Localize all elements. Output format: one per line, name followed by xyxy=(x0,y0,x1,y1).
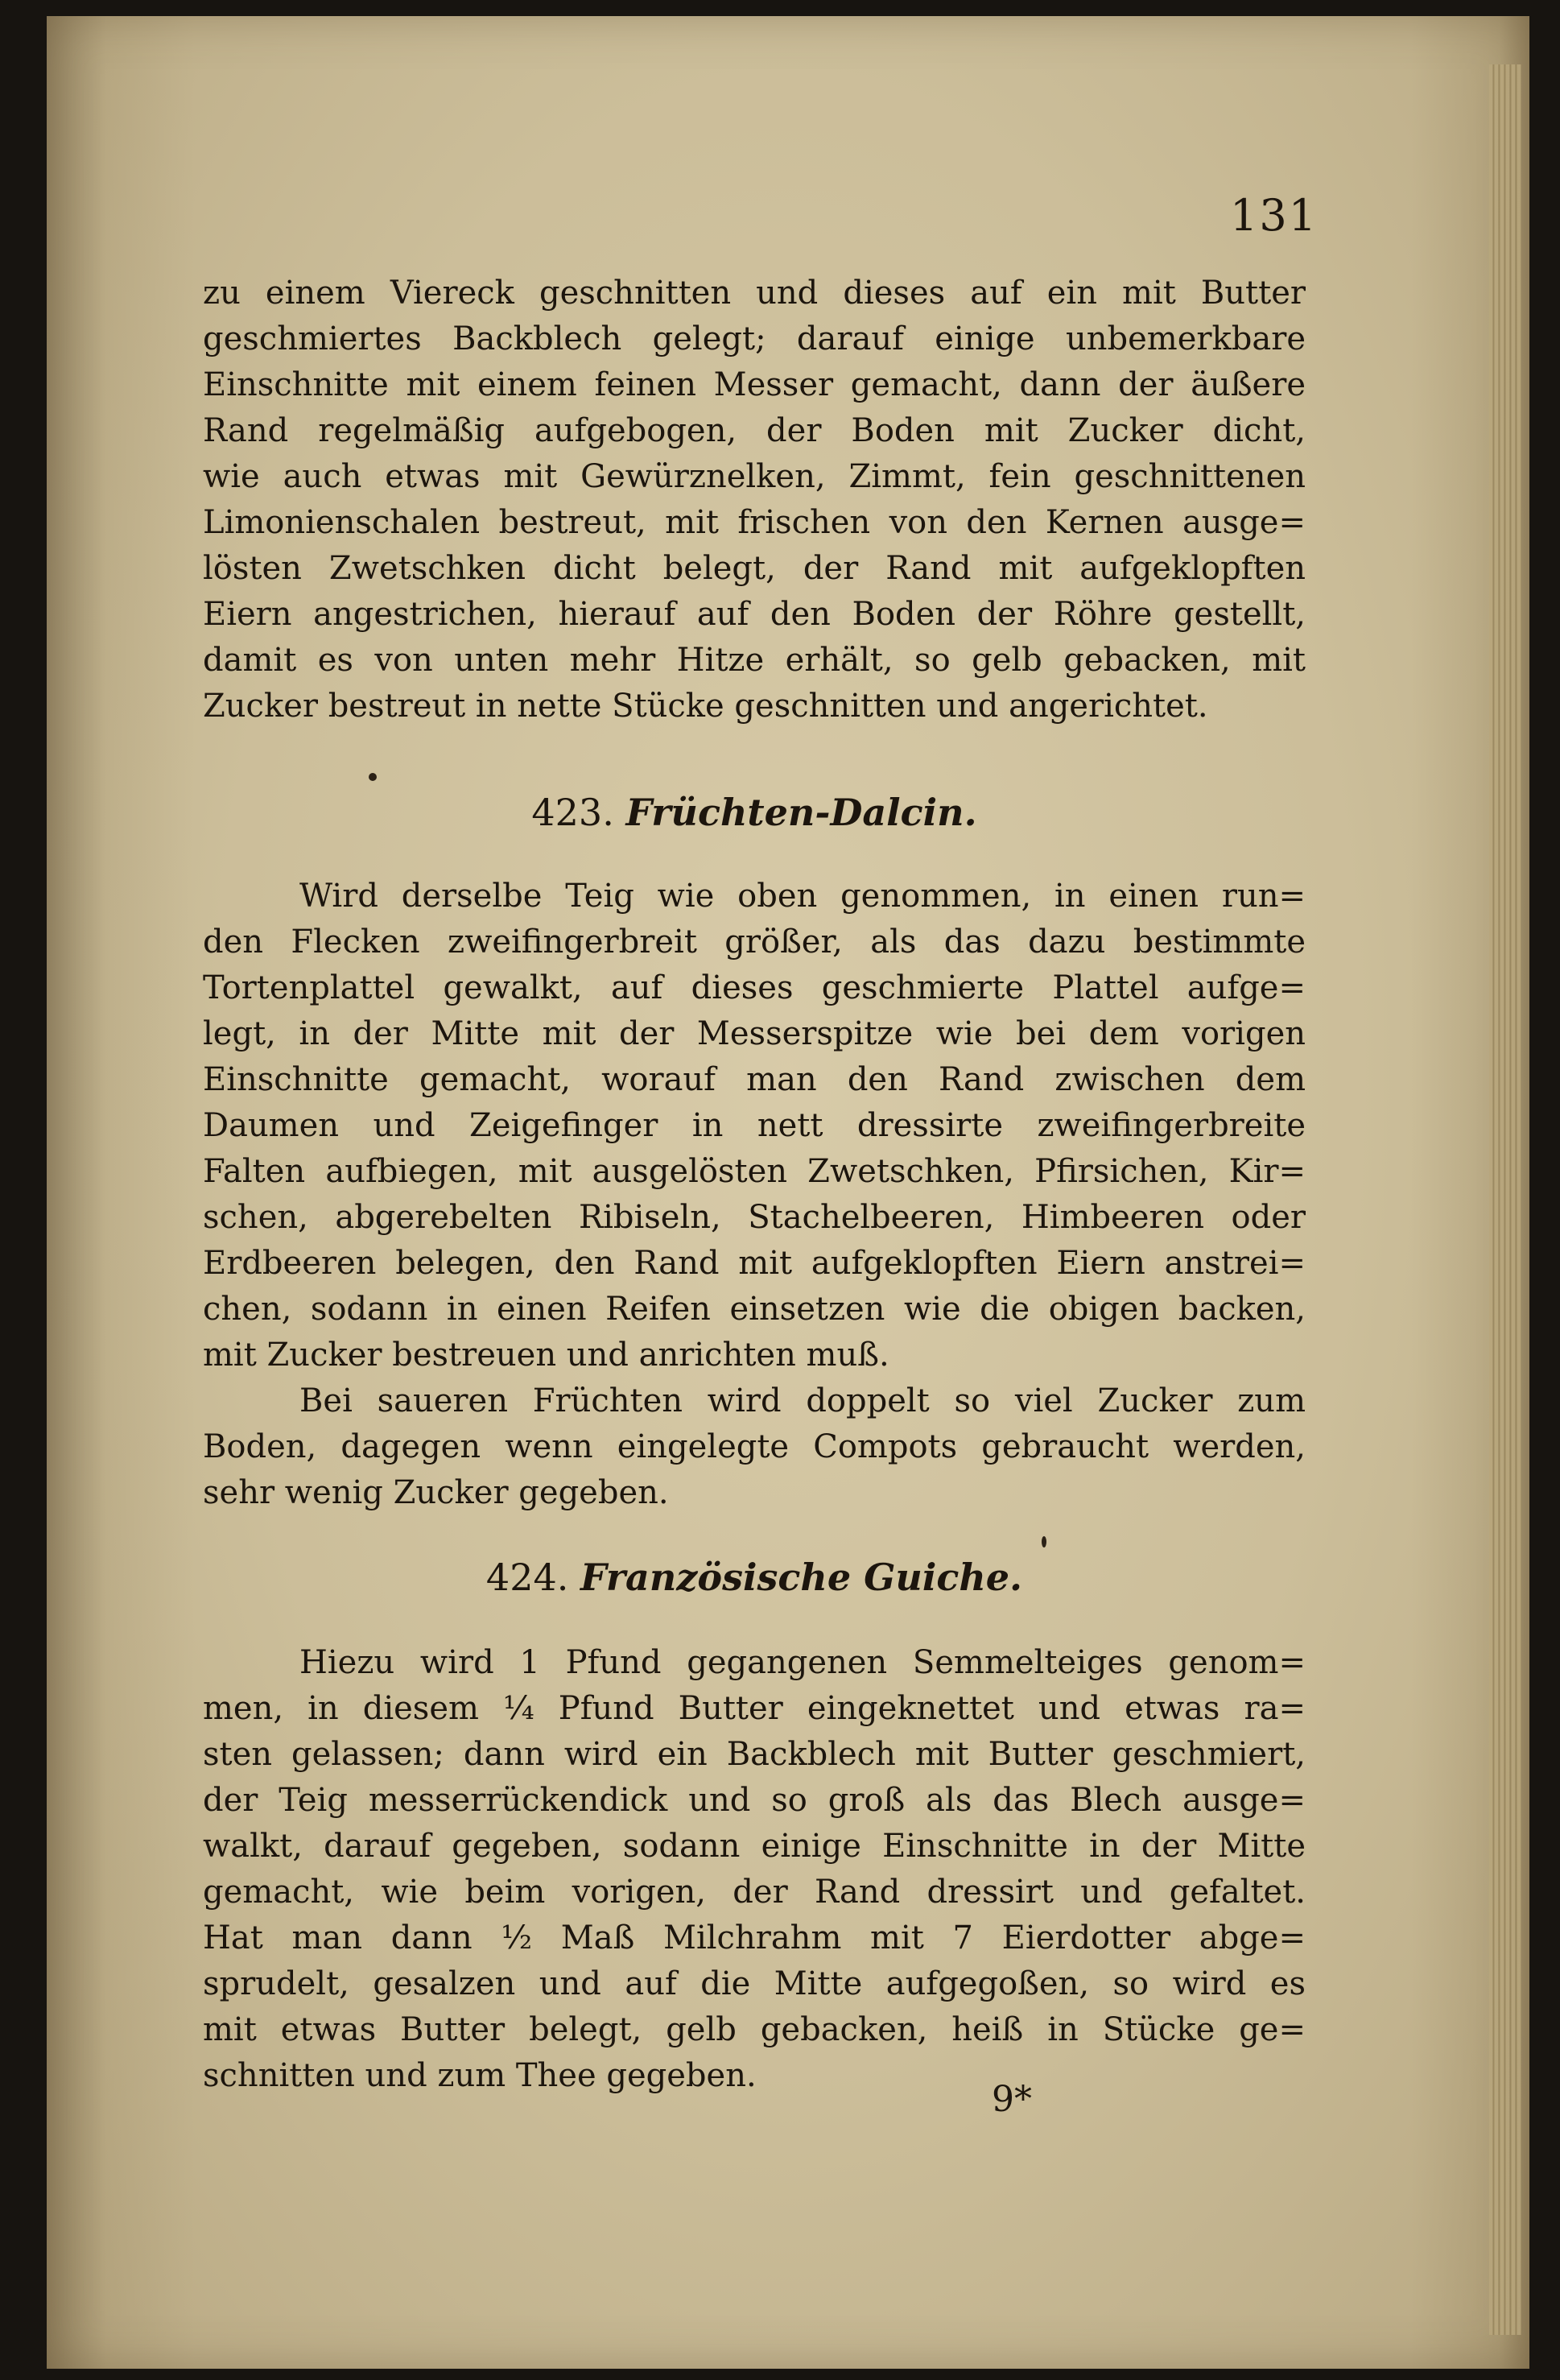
text-line: schnitten und zum Thee gegeben. xyxy=(203,2057,757,2094)
page-edges xyxy=(1489,64,1521,2335)
recipe-424-number: 424. xyxy=(485,1556,569,1599)
continued-recipe-text xyxy=(203,271,1306,729)
text-line: Daumen und Zeigefinger in nett dressirte zweifingerbreite xyxy=(203,1107,1306,1144)
text-line: walkt, darauf gegeben, sodann einige Einschnitte in der Mitte xyxy=(203,1828,1306,1865)
recipe-423-paragraph-1 xyxy=(203,874,1306,1378)
text-line: sehr wenig Zucker gegeben. xyxy=(203,1474,669,1511)
text-line: wie auch etwas mit Gewürznelken, Zimmt, fein geschnittenen xyxy=(203,458,1306,495)
text-line: Einschnitte mit einem feinen Messer gemacht, dann der äußere xyxy=(203,366,1306,403)
text-line: Boden, dagegen wenn eingelegte Compots gebraucht werden, xyxy=(203,1428,1306,1465)
text-line: Bei saueren Früchten wird doppelt so viel Zucker zum xyxy=(299,1382,1306,1419)
recipe-424-title: Französische Guiche. xyxy=(580,1556,1023,1599)
text-line: geschmiertes Backblech gelegt; darauf einige unbemerkbare xyxy=(203,320,1306,357)
text-line: Wird derselbe Teig wie oben genommen, in einen run= xyxy=(299,878,1306,915)
text-line: chen, sodann in einen Reifen einsetzen wie die obigen backen, xyxy=(203,1291,1306,1328)
text-line: damit es von unten mehr Hitze erhält, so gelb gebacken, mit xyxy=(203,642,1306,679)
text-line: gemacht, wie beim vorigen, der Rand dressirt und gefaltet. xyxy=(203,1874,1306,1911)
recipe-423-number: 423. xyxy=(531,791,614,834)
text-line: Rand regelmäßig aufgebogen, der Boden mit Zucker dicht, xyxy=(203,412,1306,449)
recipe-423-title: Früchten-Dalcin. xyxy=(625,791,977,834)
text-line: Einschnitte gemacht, worauf man den Rand zwischen dem xyxy=(203,1061,1306,1098)
text-line: zu einem Viereck geschnitten und dieses auf ein mit Butter xyxy=(203,275,1306,312)
recipe-423-paragraph-2 xyxy=(203,1378,1306,1516)
text-line: schen, abgerebelten Ribiseln, Stachelbeeren, Himbeeren oder xyxy=(203,1199,1306,1236)
text-line: Falten aufbiegen, mit ausgelösten Zwetschken, Pfirsichen, Kir= xyxy=(203,1153,1306,1190)
text-line: men, in diesem ¼ Pfund Butter eingeknettet und etwas ra= xyxy=(203,1690,1306,1727)
text-line: legt, in der Mitte mit der Messerspitze wie bei dem vorigen xyxy=(203,1015,1306,1052)
recipe-424-paragraph-1 xyxy=(203,1640,1306,2099)
text-line: Eiern angestrichen, hierauf auf den Boden der Röhre gestellt, xyxy=(203,596,1306,633)
text-line: Tortenplattel gewalkt, auf dieses geschmierte Plattel aufge= xyxy=(203,969,1306,1006)
ink-speck xyxy=(1042,1536,1046,1547)
page-number: 131 xyxy=(1230,190,1319,241)
text-line: Hiezu wird 1 Pfund gegangenen Semmelteiges genom= xyxy=(299,1644,1306,1681)
text-line: Limonienschalen bestreut, mit frischen von den Kernen ausge= xyxy=(203,504,1306,541)
signature-mark: 9* xyxy=(992,2079,1032,2120)
recipe-424-heading xyxy=(203,1556,1306,1599)
text-line: Erdbeeren belegen, den Rand mit aufgeklopften Eiern anstrei= xyxy=(203,1245,1306,1282)
ink-speck xyxy=(369,773,377,781)
text-line: Zucker bestreut in nette Stücke geschnitten und angerichtet. xyxy=(203,688,1208,725)
text-line: der Teig messerrückendick und so groß als das Blech ausge= xyxy=(203,1782,1306,1819)
text-line: sprudelt, gesalzen und auf die Mitte aufgegoßen, so wird es xyxy=(203,1965,1306,2002)
recipe-423-heading xyxy=(203,791,1306,834)
text-line: mit Zucker bestreuen und anrichten muß. xyxy=(203,1337,889,1374)
text-line: den Flecken zweifingerbreit größer, als das dazu bestimmte xyxy=(203,923,1306,961)
text-line: mit etwas Butter belegt, gelb gebacken, heiß in Stücke ge= xyxy=(203,2011,1306,2048)
text-line: lösten Zwetschken dicht belegt, der Rand mit aufgeklopften xyxy=(203,550,1306,587)
text-line: Hat man dann ½ Maß Milchrahm mit 7 Eierdotter abge= xyxy=(203,1919,1306,1956)
text-line: sten gelassen; dann wird ein Backblech mit Butter geschmiert, xyxy=(203,1736,1306,1773)
